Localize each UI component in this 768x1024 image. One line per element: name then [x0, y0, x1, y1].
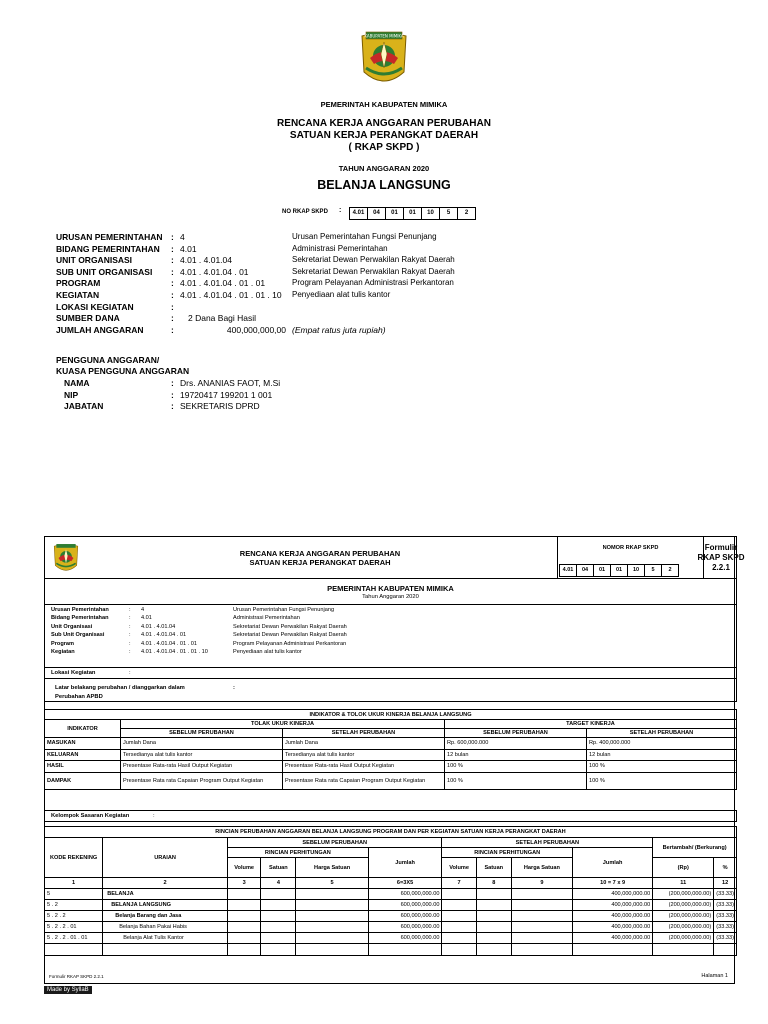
nomor-cell: 04 — [576, 564, 594, 577]
column-number: 9 — [511, 878, 572, 889]
tolok-sebelum: Presentase Rata rata Capaian Program Output Kegiatan — [121, 772, 283, 789]
cover-field-colon: : — [171, 266, 174, 277]
column-number: 2 — [103, 878, 228, 889]
rincian-jumlah-sebelum: 600,000,000.00 — [368, 933, 442, 944]
rincian-satuan-setelah — [476, 933, 511, 944]
rincian-satuan-sebelum — [261, 900, 296, 911]
tolok-setelah: Tersedianya alat tulis kantor — [283, 749, 445, 761]
rincian-volume-setelah — [442, 922, 476, 933]
rincian-col-volume-sebelum: Volume — [227, 858, 260, 878]
rincian-row — [45, 922, 737, 933]
cover-field-label: BIDANG PEMERINTAHAN — [56, 243, 160, 254]
rincian-kode: 5 . 2 . 2 . 01 — [45, 922, 103, 933]
rincian-satuan-setelah — [476, 922, 511, 933]
form-field-row — [45, 649, 736, 657]
rincian-harga-setelah — [511, 889, 572, 900]
form-footer-left: Formulir RKAP SKPD 2.2.1 — [49, 974, 104, 979]
tolok-setelah: Jumlah Dana — [283, 738, 445, 750]
rincian-rp: (200,000,000.00) — [653, 889, 714, 900]
pengguna-field-value: SEKRETARIS DPRD — [180, 401, 260, 412]
cover-field-desc: (Empat ratus juta rupiah) — [292, 324, 386, 335]
column-number: 12 — [714, 878, 737, 889]
cover-field-row — [56, 278, 476, 290]
cover-field-label: PROGRAM — [56, 278, 101, 289]
form-nomor-cells — [560, 564, 679, 577]
indikator-row — [45, 749, 737, 761]
nomor-cell: 01 — [385, 207, 404, 220]
target-sebelum: 12 bulan — [445, 749, 587, 761]
indikator-col-target-sebelum: SEBELUM PERUBAHAN — [445, 729, 587, 738]
cover-field-value: 400,000,000,00 — [226, 324, 286, 335]
pengguna-title2: KUASA PENGGUNA ANGGARAN — [56, 366, 190, 376]
rincian-col-rp: (Rp) — [653, 858, 714, 878]
cover-field-row — [56, 244, 476, 256]
cover-field-desc: Sekretariat Dewan Perwakilan Rakyat Daerah — [292, 255, 455, 265]
rincian-satuan-sebelum — [261, 933, 296, 944]
form-field-row — [45, 607, 736, 615]
cover-field-desc: Penyediaan alat tulis kantor — [292, 289, 391, 299]
cover-field-colon: : — [171, 289, 174, 300]
cover-field-value: 4.01 . 4.01.04 . 01 — [180, 266, 249, 277]
rincian-kode: 5 . 2 — [45, 900, 103, 911]
pengguna-field-row — [64, 390, 444, 402]
form-field-colon: : — [129, 648, 131, 655]
rincian-col-harga-setelah: Harga Satuan — [511, 858, 572, 878]
nomor-cell: 10 — [627, 564, 645, 577]
rincian-col-rincian-sebelum: RINCIAN PERHITUNGAN — [227, 848, 368, 858]
cover-field-desc: Urusan Pemerintahan Fungsi Penunjang — [292, 232, 437, 241]
nomor-cell: 04 — [367, 207, 386, 220]
indikator-body — [45, 738, 737, 790]
cover-field-label: URUSAN PEMERINTAHAN — [56, 232, 163, 242]
kelompok-colon: : — [153, 813, 155, 819]
form-field-colon: : — [129, 640, 131, 647]
rincian-title: RINCIAN PERUBAHAN ANGGARAN BELANJA LANGSUNG PROGRAM DAN PER KEGIATAN SATUAN KERJA PERANGKAT DAERAH — [45, 827, 737, 838]
rincian-jumlah-setelah: 400,000,000.00 — [572, 911, 652, 922]
rincian-row — [45, 889, 737, 900]
rincian-satuan-sebelum — [261, 889, 296, 900]
rincian-jumlah-sebelum: 600,000,000.00 — [368, 922, 442, 933]
target-sebelum: Rp. 600,000.000 — [445, 738, 587, 750]
cover-field-row — [56, 290, 476, 302]
cover-field-label: JUMLAH ANGGARAN — [56, 324, 144, 335]
nomor-cell: 01 — [403, 207, 422, 220]
rincian-col-kode: KODE REKENING — [45, 838, 103, 878]
cover-title-line3: ( RKAP SKPD ) — [348, 142, 420, 153]
cover-field-colon: : — [171, 301, 174, 312]
cover-fields — [56, 232, 476, 336]
pengguna-field-label: JABATAN — [64, 401, 104, 412]
rincian-rp: (200,000,000.00) — [653, 933, 714, 944]
form-header-title-box — [44, 536, 558, 579]
rincian-table — [44, 826, 737, 956]
rincian-harga-sebelum — [296, 933, 368, 944]
rincian-kode: 5 . 2 . 2 — [45, 911, 103, 922]
cover-field-colon: : — [171, 255, 174, 266]
form-field-desc: Sekretariat Dewan Perwakilan Rakyat Daerah — [233, 623, 347, 630]
rincian-satuan-sebelum — [261, 911, 296, 922]
lokasi-colon: : — [129, 670, 131, 676]
pengguna-title1: PENGGUNA ANGGARAN/ — [56, 355, 160, 365]
cover-nomor-colon: : — [339, 207, 342, 214]
cover-field-label: KEGIATAN — [56, 289, 100, 300]
form-nomor-box — [557, 536, 704, 579]
rincian-jumlah-setelah: 400,000,000.00 — [572, 922, 652, 933]
rincian-row — [45, 933, 737, 944]
cover-field-desc: Administrasi Pemerintahan — [292, 243, 388, 253]
rincian-uraian: BELANJA — [103, 889, 228, 900]
indikator-row — [45, 772, 737, 789]
rincian-harga-sebelum — [296, 900, 368, 911]
tolok-sebelum: Tersedianya alat tulis kantor — [121, 749, 283, 761]
indikator-col-tolok-sebelum: SEBELUM PERUBAHAN — [121, 729, 283, 738]
formulir-num: 2.2.1 — [712, 563, 730, 572]
latar-label1: Latar belakang perubahan / dianggarkan dalam — [55, 685, 185, 691]
rincian-harga-setelah — [511, 933, 572, 944]
cover-field-row — [56, 267, 476, 279]
form-field-desc: Urusan Pemerintahan Fungsi Penunjang — [233, 607, 335, 613]
rkap-form — [44, 536, 745, 984]
nomor-cell: 2 — [457, 207, 476, 220]
rincian-col-persen: % — [714, 858, 737, 878]
rincian-volume-sebelum — [227, 911, 260, 922]
cover-field-colon: : — [171, 232, 174, 242]
indikator-col-target-setelah: SETELAH PERUBAHAN — [587, 729, 737, 738]
form-field-value: 4 — [141, 607, 145, 613]
cover-field-row — [56, 232, 476, 244]
latar-colon: : — [233, 685, 235, 691]
indikator-col-tolok: TOLAK UKUR KINERJA — [121, 720, 445, 729]
cover-field-desc: Sekretariat Dewan Perwakilan Rakyat Daerah — [292, 266, 455, 276]
pengguna-field-label: NIP — [64, 389, 79, 400]
rincian-empty-row — [45, 944, 737, 956]
rincian-col-sebelum: SEBELUM PERUBAHAN — [227, 838, 441, 848]
cover-field-colon: : — [171, 324, 174, 335]
indikator-name: DAMPAK — [45, 772, 121, 789]
cover-field-colon: : — [171, 278, 174, 289]
form-field-colon: : — [129, 632, 131, 639]
cover-nomor-cells — [350, 207, 476, 225]
rincian-jumlah-sebelum: 600,000,000.00 — [368, 911, 442, 922]
form-field-value: 4.01 . 4.01.04 . 01 — [141, 632, 187, 639]
form-field-colon: : — [129, 623, 131, 630]
form-field-value: 4.01 . 4.01.04 — [141, 623, 176, 630]
rincian-jumlah-sebelum: 600,000,000.00 — [368, 900, 442, 911]
form-fields — [44, 604, 737, 668]
target-setelah: 100 % — [587, 772, 737, 789]
indikator-col-tolok-setelah: SETELAH PERUBAHAN — [283, 729, 445, 738]
rincian-col-satuan-setelah: Satuan — [476, 858, 511, 878]
rincian-volume-setelah — [442, 889, 476, 900]
cover-title-line2: SATUAN KERJA PERANGKAT DAERAH — [289, 130, 479, 141]
rincian-col-volume-setelah: Volume — [442, 858, 476, 878]
form-field-label: Urusan Pemerintahan — [51, 607, 109, 613]
pengguna-field-value: Drs. ANANIAS FAOT, M.Si — [180, 378, 281, 388]
pengguna-field-value: 19720417 199201 1 001 — [180, 389, 273, 400]
rincian-rp: (200,000,000.00) — [653, 900, 714, 911]
tolok-sebelum: Presentase Rata-rata Hasil Output Kegiatan — [121, 761, 283, 773]
formulir-label: Formulir — [704, 543, 738, 552]
cover-field-value: 4 — [180, 232, 185, 242]
form-field-desc: Sekretariat Dewan Perwakilan Rakyat Daerah — [233, 632, 347, 639]
cover-logo — [356, 28, 412, 90]
indikator-name: KELUARAN — [45, 749, 121, 761]
target-setelah: Rp. 400,000.000 — [587, 738, 737, 750]
nomor-cell: 5 — [439, 207, 458, 220]
rincian-row — [45, 911, 737, 922]
cover-title-line1: RENCANA KERJA ANGGARAN PERUBAHAN — [277, 118, 491, 129]
rincian-persen: (33.33) — [714, 900, 737, 911]
formulir-code: RKAP SKPD — [697, 553, 745, 562]
rincian-col-rincian-setelah: RINCIAN PERHITUNGAN — [442, 848, 573, 858]
form-field-desc: Administrasi Pemerintahan — [233, 615, 300, 622]
form-field-colon: : — [129, 607, 131, 613]
emblem-banner: KABUPATEN MIMIKA — [364, 33, 404, 39]
rincian-volume-sebelum — [227, 900, 260, 911]
cover-field-row — [56, 302, 476, 314]
indikator-table — [44, 709, 737, 790]
rincian-col-jumlah-sebelum: Jumlah — [368, 848, 442, 878]
form-title1: RENCANA KERJA ANGGARAN PERUBAHAN — [239, 549, 401, 558]
indikator-name: HASIL — [45, 761, 121, 773]
rincian-col-satuan-sebelum: Satuan — [261, 858, 296, 878]
rincian-jumlah-setelah: 400,000,000.00 — [572, 900, 652, 911]
form-formulir-box — [697, 536, 745, 579]
nomor-cell: 01 — [593, 564, 611, 577]
rincian-jumlah-setelah: 400,000,000.00 — [572, 889, 652, 900]
tolok-setelah: Presentase Rata rata Capaian Program Output Kegiatan — [283, 772, 445, 789]
indikator-col-target: TARGET KINERJA — [445, 720, 737, 729]
cover-field-label: UNIT ORGANISASI — [56, 255, 133, 266]
form-field-label: Kegiatan — [51, 648, 75, 655]
cover-field-value: 4.01 . 4.01.04 — [180, 255, 232, 266]
form-field-row — [45, 632, 736, 640]
pengguna-field-colon: : — [171, 401, 174, 412]
target-sebelum: 100 % — [445, 772, 587, 789]
column-number: 4 — [261, 878, 296, 889]
rincian-kode: 5 . 2 . 2 . 01 . 01 — [45, 933, 103, 944]
latar-label2: Perubahan APBD — [55, 694, 103, 700]
rincian-row — [45, 900, 737, 911]
pengguna-field-label: NAMA — [64, 378, 90, 388]
rincian-rp: (200,000,000.00) — [653, 922, 714, 933]
mimika-regency-emblem-icon — [356, 28, 412, 90]
indikator-col-indikator: INDIKATOR — [45, 720, 121, 738]
rincian-col-jumlah-setelah: Jumlah — [572, 848, 652, 878]
rincian-kode: 5 — [45, 889, 103, 900]
column-number: 1 — [45, 878, 103, 889]
rincian-jumlah-sebelum: 600,000,000.00 — [368, 889, 442, 900]
nomor-cell: 5 — [644, 564, 662, 577]
rincian-persen: (33.33) — [714, 922, 737, 933]
watermark: Made by SyllaB — [44, 986, 92, 994]
form-field-colon: : — [129, 615, 131, 622]
form-field-value: 4.01 — [141, 615, 152, 622]
form-nomor-label: NOMOR RKAP SKPD — [602, 545, 659, 551]
cover-field-value: 4.01 . 4.01.04 . 01 . 01 — [180, 278, 266, 289]
column-number: 3 — [227, 878, 260, 889]
mimika-regency-emblem-icon — [51, 541, 81, 576]
form-field-value: 4.01 . 4.01.04 . 01 . 01 . 10 — [141, 648, 208, 655]
indikator-row — [45, 761, 737, 773]
tolok-setelah: Presentase Rata-rata Hasil Output Kegiatan — [283, 761, 445, 773]
column-number: 5 — [296, 878, 368, 889]
rincian-harga-sebelum — [296, 889, 368, 900]
form-latar-box — [44, 678, 737, 702]
rincian-satuan-setelah — [476, 889, 511, 900]
rincian-col-setelah: SETELAH PERUBAHAN — [442, 838, 653, 848]
rincian-volume-sebelum — [227, 922, 260, 933]
cover-field-label: SUMBER DANA — [56, 313, 120, 324]
form-government: PEMERINTAH KABUPATEN MIMIKA — [327, 584, 454, 593]
target-setelah: 100 % — [587, 761, 737, 773]
cover-field-colon: : — [171, 313, 174, 324]
form-field-label: Program — [51, 640, 75, 647]
rincian-harga-sebelum — [296, 911, 368, 922]
cover-field-row — [56, 313, 476, 325]
indikator-title: INDIKATOR & TOLOK UKUR KINERJA BELANJA LANGSUNG — [45, 710, 737, 720]
indikator-row — [45, 738, 737, 750]
form-field-label: Unit Organisasi — [51, 623, 93, 630]
cover-field-desc: Program Pelayanan Administrasi Perkantoran — [292, 278, 454, 288]
pengguna-fields — [64, 378, 444, 413]
pengguna-field-row — [64, 401, 444, 413]
form-title2: SATUAN KERJA PERANGKAT DAERAH — [249, 558, 391, 567]
rincian-uraian: Belanja Bahan Pakai Habis — [103, 922, 228, 933]
form-footer-right: Halaman 1 — [701, 973, 728, 979]
form-year: Tahun Anggaran 2020 — [362, 594, 419, 600]
rincian-harga-setelah — [511, 900, 572, 911]
rincian-rp: (200,000,000.00) — [653, 911, 714, 922]
rincian-harga-sebelum — [296, 922, 368, 933]
rincian-column-numbers — [45, 878, 737, 889]
rincian-harga-setelah — [511, 922, 572, 933]
cover-field-label: SUB UNIT ORGANISASI — [56, 266, 153, 277]
rincian-jumlah-setelah: 400,000,000.00 — [572, 933, 652, 944]
cover-field-colon: : — [171, 243, 174, 254]
column-number: 7 — [442, 878, 476, 889]
rincian-persen: (33.33) — [714, 911, 737, 922]
column-number: 6=3X5 — [368, 878, 442, 889]
rincian-uraian: Belanja Barang dan Jasa — [103, 911, 228, 922]
rincian-volume-setelah — [442, 933, 476, 944]
cover-subtitle: BELANJA LANGSUNG — [317, 178, 451, 192]
rincian-uraian: Belanja Alat Tulis Kantor — [103, 933, 228, 944]
pengguna-field-colon: : — [171, 378, 174, 388]
cover-year: TAHUN ANGGARAN 2020 — [338, 164, 430, 173]
nomor-cell: 4.01 — [349, 207, 368, 220]
tolok-sebelum: Jumlah Dana — [121, 738, 283, 750]
form-kelompok-box — [44, 810, 737, 822]
rincian-uraian: BELANJA LANGSUNG — [103, 900, 228, 911]
cover-field-label: LOKASI KEGIATAN — [56, 301, 134, 312]
indikator-name: MASUKAN — [45, 738, 121, 750]
rincian-col-uraian: URAIAN — [103, 838, 228, 878]
column-number: 8 — [476, 878, 511, 889]
rincian-volume-sebelum — [227, 933, 260, 944]
form-field-row — [45, 624, 736, 632]
pengguna-field-colon: : — [171, 389, 174, 400]
rincian-satuan-setelah — [476, 911, 511, 922]
nomor-cell: 4.01 — [559, 564, 577, 577]
cover-field-value: 2 Dana Bagi Hasil — [188, 313, 257, 324]
kelompok-label: Kelompok Sasaran Kegiatan — [51, 813, 130, 819]
nomor-cell: 01 — [610, 564, 628, 577]
form-field-desc: Penyediaan alat tulis kantor — [233, 648, 302, 655]
target-setelah: 12 bulan — [587, 749, 737, 761]
rincian-persen: (33.33) — [714, 933, 737, 944]
nomor-cell: 10 — [421, 207, 440, 220]
cover-field-row — [56, 325, 476, 337]
rincian-satuan-setelah — [476, 900, 511, 911]
form-field-value: 4.01 . 4.01.04 . 01 . 01 — [141, 640, 197, 647]
nomor-cell: 2 — [661, 564, 679, 577]
target-sebelum: 100 % — [445, 761, 587, 773]
lokasi-label: Lokasi Kegiatan — [51, 670, 96, 676]
cover-nomor-label: NO RKAP SKPD — [282, 209, 328, 215]
rincian-volume-setelah — [442, 911, 476, 922]
form-gov-box — [44, 578, 737, 605]
column-number: 10 = 7 x 9 — [572, 878, 652, 889]
pengguna-field-row — [64, 378, 444, 390]
form-field-desc: Program Pelayanan Administrasi Perkantoran — [233, 640, 347, 647]
rincian-col-bertambah: Bertambah/ (Berkurang) — [653, 838, 737, 858]
form-field-row — [45, 615, 736, 623]
cover-field-value: 4.01 . 4.01.04 . 01 . 01 . 10 — [180, 289, 282, 300]
rincian-persen: (33.33) — [714, 889, 737, 900]
column-number: 11 — [653, 878, 714, 889]
rincian-volume-sebelum — [227, 889, 260, 900]
rincian-satuan-sebelum — [261, 922, 296, 933]
rincian-volume-setelah — [442, 900, 476, 911]
form-field-label: Bidang Pemerintahan — [51, 615, 109, 622]
rincian-body — [45, 889, 737, 944]
rincian-harga-setelah — [511, 911, 572, 922]
form-field-row — [45, 641, 736, 649]
cover-government: PEMERINTAH KABUPATEN MIMIKA — [320, 100, 448, 109]
cover-field-value: 4.01 — [180, 243, 197, 254]
rincian-col-harga-sebelum: Harga Satuan — [296, 858, 368, 878]
cover-field-row — [56, 255, 476, 267]
form-field-label: Sub Unit Organisasi — [51, 632, 105, 639]
